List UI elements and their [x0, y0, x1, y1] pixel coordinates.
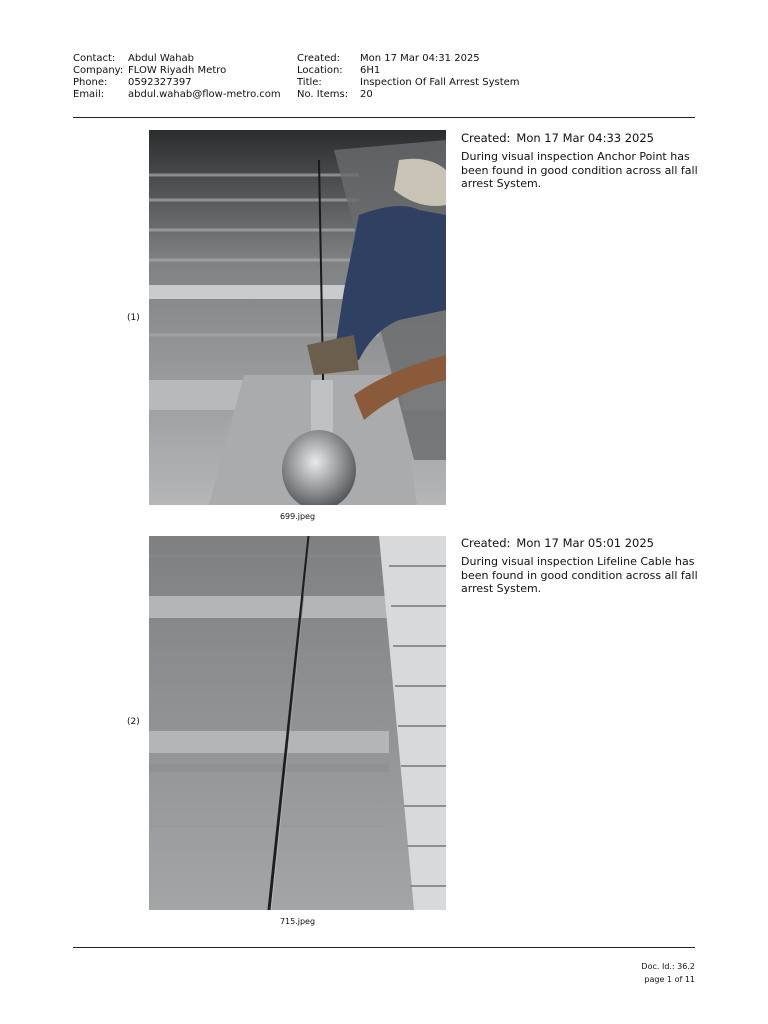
footer-divider — [73, 947, 695, 948]
phone-value: 0592327397 — [128, 77, 192, 88]
entry-created-label: Created: — [461, 536, 511, 550]
entry-note — [461, 131, 701, 191]
doc-id: Doc. Id.: 36.2 — [641, 962, 695, 971]
entry-note — [461, 536, 701, 596]
items-label: No. Items: — [297, 89, 349, 100]
entry-photo-filename: 699.jpeg — [279, 512, 316, 521]
report-header-contact — [73, 53, 281, 101]
page-number: page 1 of 11 — [644, 975, 695, 984]
company-value: FLOW Riyadh Metro — [128, 65, 227, 76]
entry-index: (2) — [127, 717, 140, 727]
title-value: Inspection Of Fall Arrest System — [360, 77, 520, 88]
items-value: 20 — [360, 89, 373, 100]
entry-index: (1) — [127, 313, 140, 323]
phone-label: Phone: — [73, 77, 108, 88]
entry-description: During visual inspection Lifeline Cable has been found in good condition across all fall arrest System. — [461, 555, 698, 595]
header-divider — [73, 117, 695, 118]
entry-photo-anchor-point — [149, 130, 446, 505]
location-value: 6H1 — [360, 65, 381, 76]
title-label: Title: — [297, 77, 322, 88]
entry-photo-filename: 715.jpeg — [279, 917, 316, 926]
entry-created-line — [461, 536, 701, 550]
email-value: abdul.wahab@flow-metro.com — [128, 89, 281, 100]
page-footer — [641, 960, 695, 986]
entry-created-value: Mon 17 Mar 04:33 2025 — [516, 131, 654, 145]
entry-created-line — [461, 131, 701, 145]
company-label: Company: — [73, 65, 124, 76]
created-label: Created: — [297, 53, 340, 64]
contact-label: Contact: — [73, 53, 116, 64]
created-value: Mon 17 Mar 04:31 2025 — [360, 53, 480, 64]
email-label: Email: — [73, 89, 105, 100]
entry-created-label: Created: — [461, 131, 511, 145]
report-header-meta — [297, 53, 520, 101]
entry-description: During visual inspection Anchor Point has been found in good condition across all fall arrest System. — [461, 150, 698, 190]
location-label: Location: — [297, 65, 343, 76]
entry-created-value: Mon 17 Mar 05:01 2025 — [516, 536, 654, 550]
contact-value: Abdul Wahab — [128, 53, 195, 64]
entry-photo-lifeline-cable — [149, 536, 446, 910]
